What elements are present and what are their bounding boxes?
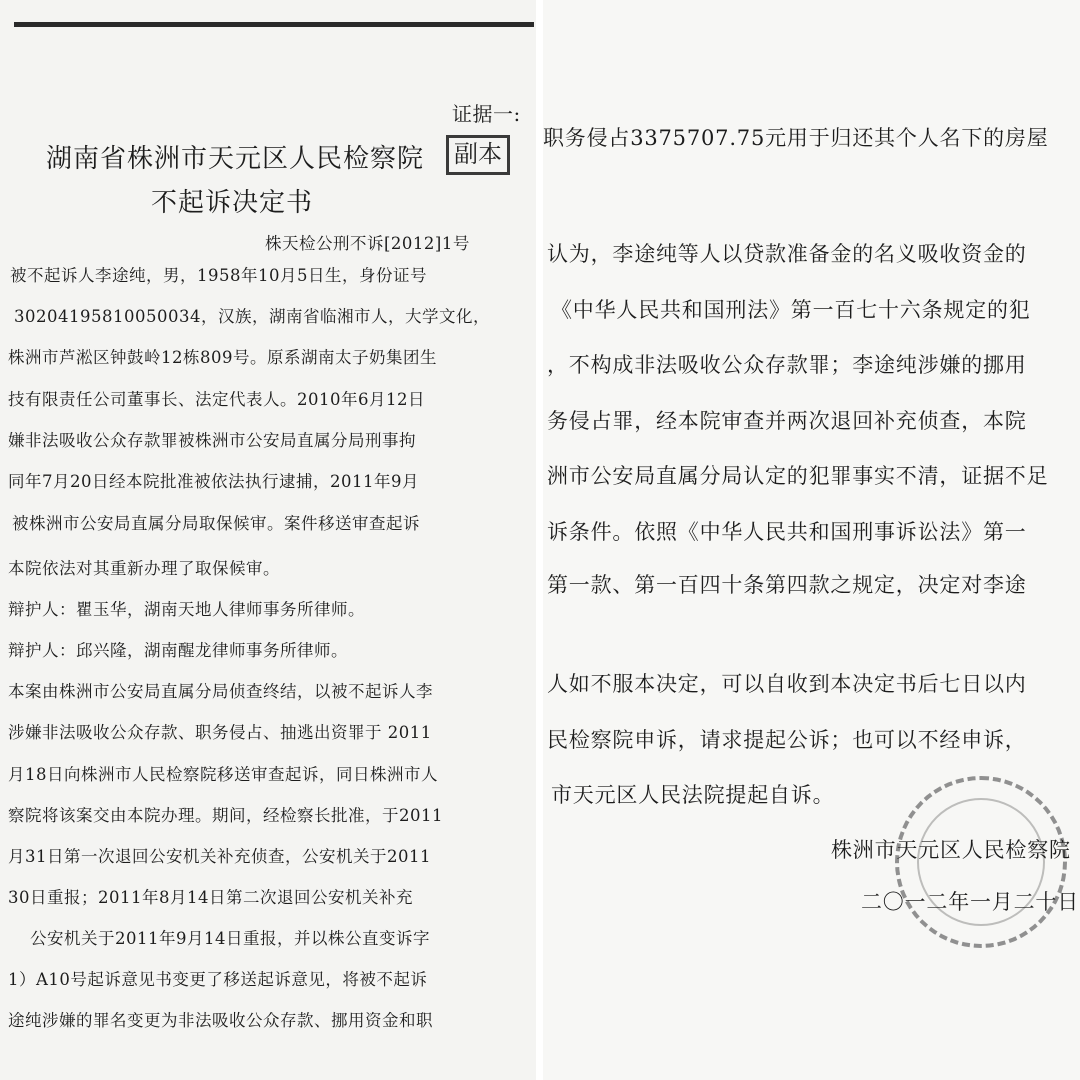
body-line: 途纯涉嫌的罪名变更为非法吸收公众存款、挪用资金和职: [8, 1011, 433, 1030]
body-line: 务侵占罪，经本院审查并两次退回补充侦查，本院: [547, 409, 1027, 433]
body-line: 株洲市芦淞区钟鼓岭12栋809号。原系湖南太子奶集团生: [8, 348, 437, 367]
right-document-page: [543, 0, 1080, 1080]
body-line: 民检察院申诉，请求提起公诉；也可以不经申诉，: [547, 728, 1027, 752]
body-line: 涉嫌非法吸收公众存款、职务侵占、抽逃出资罪于 2011: [8, 723, 432, 742]
body-line: 月31日第一次退回公安机关补充侦查，公安机关于2011: [8, 847, 431, 866]
body-line: 本院依法对其重新办理了取保候审。: [8, 559, 280, 578]
body-line: 嫌非法吸收公众存款罪被株洲市公安局直属分局刑事拘: [8, 431, 416, 450]
body-line: 职务侵占3375707.75元用于归还其个人名下的房屋: [543, 126, 1049, 150]
body-line: 30204195810050034，汉族，湖南省临湘市人，大学文化，: [14, 307, 490, 326]
body-line: 市天元区人民法院提起自诉。: [551, 783, 835, 807]
body-line: 同年7月20日经本院批准被依法执行逮捕，2011年9月: [8, 472, 419, 491]
body-line: 被不起诉人李途纯，男，1958年10月5日生，身份证号: [10, 266, 427, 285]
body-line: 第一款、第一百四十条第四款之规定，决定对李途: [547, 573, 1027, 597]
body-line: 诉条件。依照《中华人民共和国刑事诉讼法》第一: [547, 520, 1027, 544]
body-line: 察院将该案交由本院办理。期间，经检察长批准，于2011: [8, 806, 443, 825]
body-line: 本案由株洲市公安局直属分局侦查终结，以被不起诉人李: [8, 682, 433, 701]
body-line: 公安机关于2011年9月14日重报，并以株公直变诉字: [30, 929, 430, 948]
copy-stamp: 副本: [446, 135, 510, 175]
case-number: 株天检公刑不诉[2012]1号: [265, 234, 470, 253]
evidence-label: 证据一:: [452, 102, 521, 126]
body-line: 洲市公安局直属分局认定的犯罪事实不清，证据不足: [547, 464, 1049, 488]
body-line: 技有限责任公司董事长、法定代表人。2010年6月12日: [8, 390, 425, 409]
body-line: 月18日向株洲市人民检察院移送审查起诉，同日株洲市人: [8, 765, 438, 784]
body-line: 《中华人民共和国刑法》第一百七十六条规定的犯: [551, 298, 1031, 322]
signature-line: 株洲市天元区人民检察院: [831, 838, 1071, 862]
body-line: ，不构成非法吸收公众存款罪；李途纯涉嫌的挪用: [547, 353, 1027, 377]
top-rule: [14, 22, 534, 27]
body-line: 人如不服本决定，可以自收到本决定书后七日以内: [547, 672, 1027, 696]
body-line: 1）A10号起诉意见书变更了移送起诉意见，将被不起诉: [8, 970, 428, 989]
body-line: 被株洲市公安局直属分局取保候审。案件移送审查起诉: [12, 514, 420, 533]
document-title: 湖南省株洲市天元区人民检察院: [46, 144, 425, 174]
document-subtitle: 不起诉决定书: [151, 188, 314, 218]
body-line: 30日重报；2011年8月14日第二次退回公安机关补充: [8, 888, 413, 907]
date-line: 二〇一二年一月二十日: [861, 890, 1079, 914]
defender-line: 辩护人：瞿玉华，湖南天地人律师事务所律师。: [8, 600, 365, 619]
defender-line: 辩护人：邱兴隆，湖南醒龙律师事务所律师。: [8, 641, 348, 660]
body-line: 认为，李途纯等人以贷款准备金的名义吸收资金的: [547, 242, 1027, 266]
